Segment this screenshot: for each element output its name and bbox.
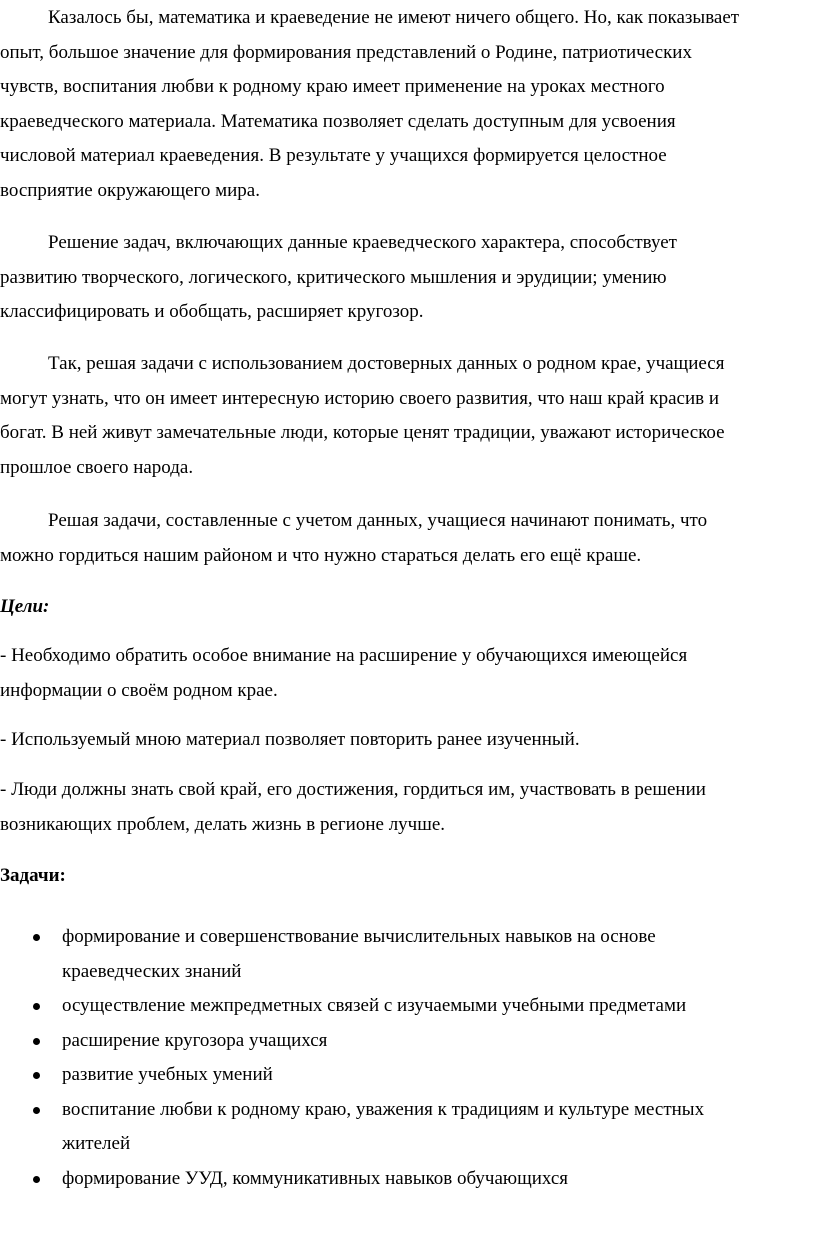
- list-item-line-1: формирование и совершенствование вычислительных навыков на основе: [62, 926, 656, 947]
- list-item-line-1: формирование УУД, коммуникативных навыков обучающихся: [62, 1167, 569, 1189]
- bullet-icon: [33, 1003, 40, 1010]
- list-item-line-1: развитие учебных умений: [62, 1064, 273, 1085]
- paragraph-4: [0, 504, 816, 573]
- paragraph-1-line-3: чувств, воспитания любви к родному краю имеет применение на уроках местного: [0, 76, 665, 97]
- paragraph-1-line-1: Казалось бы, математика и краеведение не имеют ничего общего. Но, как показывает: [48, 7, 740, 28]
- list-item: [0, 1024, 816, 1059]
- list-item-line-1: осуществление межпредметных связей с изучаемыми учебными предметами: [62, 995, 687, 1016]
- list-item: [0, 920, 816, 989]
- paragraph-1-line-5: числовой материал краеведения. В результате у учащихся формируется целостное: [0, 145, 667, 166]
- list-item-line-2: краеведческих знаний: [62, 960, 242, 982]
- paragraph-2-line-1: Решение задач, включающих данные краеведческого характера, способствует: [48, 232, 677, 253]
- goals-item-2-line-1: - Используемый мною материал позволяет повторить ранее изученный.: [0, 729, 580, 750]
- goals-item-1-line-1: - Необходимо обратить особое внимание на расширение у обучающихся имеющейся: [0, 645, 688, 666]
- list-item: [0, 1162, 816, 1197]
- bullet-icon: [33, 1072, 40, 1079]
- paragraph-1-line-6: восприятие окружающего мира.: [0, 179, 260, 201]
- goals-item-3-line-2: возникающих проблем, делать жизнь в регионе лучше.: [0, 813, 446, 835]
- goals-item-3: [0, 773, 816, 842]
- goals-item-3-line-1: - Люди должны знать свой край, его достижения, гордиться им, участвовать в решении: [0, 779, 706, 800]
- paragraph-1: [0, 1, 816, 208]
- list-item-line-1: воспитание любви к родному краю, уважения к традициям и культуре местных: [62, 1098, 705, 1120]
- paragraph-4-line-2: можно гордиться нашим районом и что нужно стараться делать его ещё краше.: [0, 544, 642, 566]
- paragraph-2-line-3: классифицировать и обобщать, расширяет кругозор.: [0, 301, 424, 322]
- list-item: [0, 1093, 816, 1162]
- tasks-list: [0, 920, 816, 1196]
- paragraph-3-line-1: Так, решая задачи с использованием достоверных данных о родном крае, учащиеся: [48, 353, 725, 374]
- goals-item-2: [0, 723, 816, 758]
- paragraph-3: [0, 347, 816, 485]
- bullet-icon: [33, 1176, 40, 1183]
- bullet-icon: [33, 934, 40, 941]
- paragraph-3-line-2: могут узнать, что он имеет интересную историю своего развития, что наш край красив и: [0, 387, 720, 409]
- goals-heading: Цели:: [0, 596, 50, 617]
- goals-item-1-line-2: информации о своём родном крае.: [0, 679, 278, 701]
- paragraph-2: [0, 226, 816, 330]
- paragraph-2-line-2: развитию творческого, логического, критического мышления и эрудиции; умению: [0, 266, 667, 288]
- paragraph-4-line-1: Решая задачи, составленные с учетом данных, учащиеся начинают понимать, что: [48, 510, 708, 531]
- paragraph-1-line-4: краеведческого материала. Математика позволяет сделать доступным для усвоения: [0, 110, 676, 132]
- list-item-line-2: жителей: [62, 1133, 131, 1154]
- paragraph-3-line-4: прошлое своего народа.: [0, 456, 194, 478]
- bullet-icon: [33, 1107, 40, 1114]
- goals-item-1: [0, 639, 816, 708]
- list-item-line-1: расширение кругозора учащихся: [62, 1029, 328, 1051]
- paragraph-1-line-2: опыт, большое значение для формирования представлений о Родине, патриотических: [0, 41, 692, 63]
- bullet-icon: [33, 1038, 40, 1045]
- tasks-heading: Задачи:: [0, 865, 66, 886]
- list-item: [0, 1058, 816, 1093]
- paragraph-3-line-3: богат. В ней живут замечательные люди, которые ценят традиции, уважают историческое: [0, 422, 725, 443]
- list-item: [0, 989, 816, 1024]
